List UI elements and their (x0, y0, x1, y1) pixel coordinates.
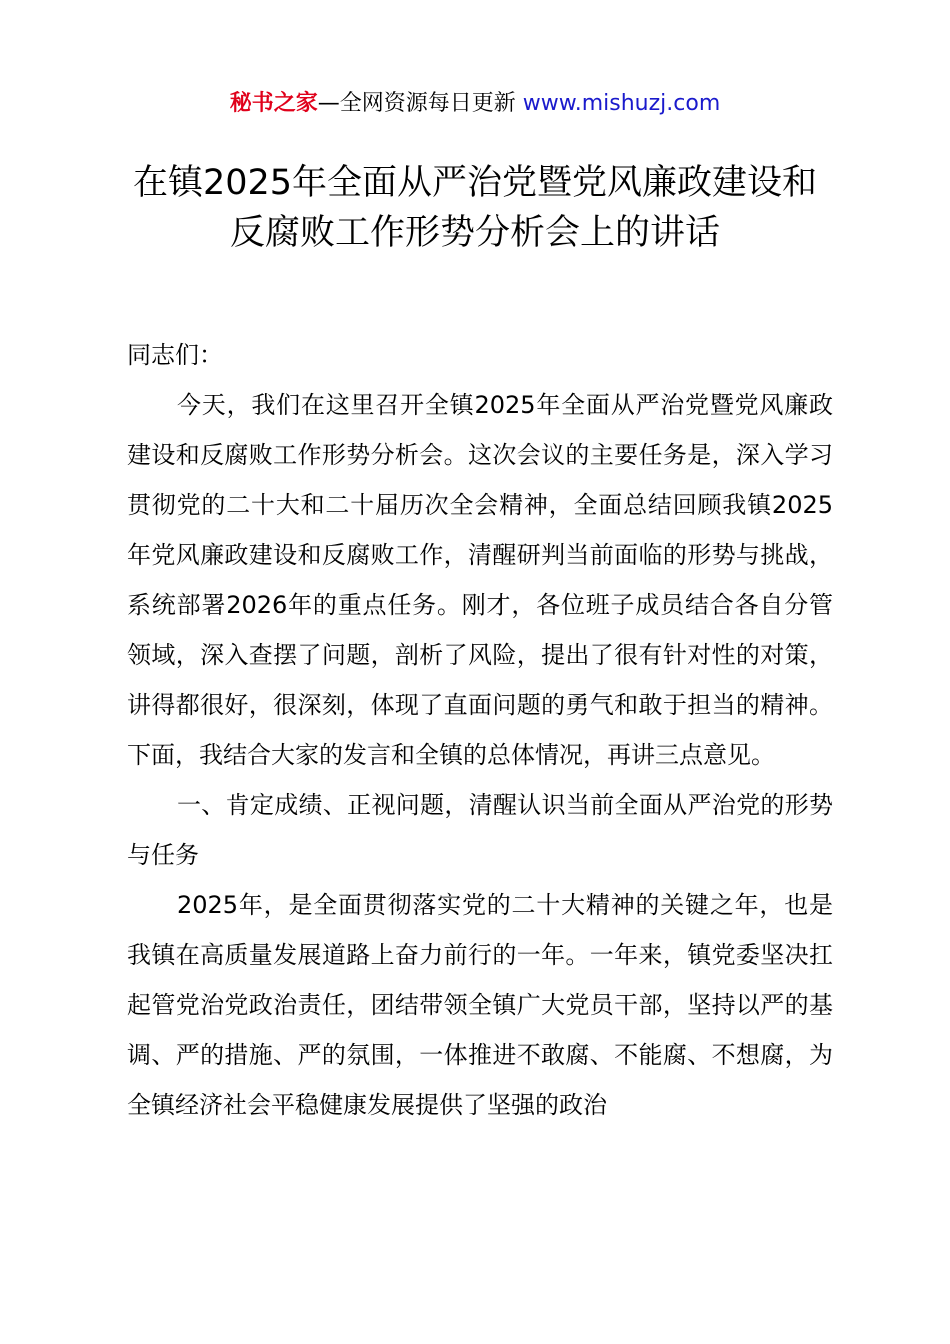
website-link[interactable]: www.mishuzj.com (522, 91, 721, 116)
salutation: 同志们： (127, 341, 223, 369)
brand-name: 秘书之家 (229, 91, 318, 116)
document-title (60, 158, 890, 258)
section-heading-1: 一、肯定成绩、正视问题，清醒认识当前全面从严治党的形势与任务 (127, 791, 833, 869)
paragraph-intro: 今天，我们在这里召开全镇2025年全面从严治党暨党风廉政建设和反腐败工作形势分析会。这次会议的主要任务是，深入学习贯彻党的二十大和二十届历次全会精神，全面总结回顾我镇2025年党风廉政建设和反腐败工作，清醒研判当前面临的形势与挑战，系统部署2026年的重点任务。刚才，各位班子成员结合各自分管领域，深入查摆了问题，剖析了风险，提出了很有针对性的对策，讲得都很好，很深刻，体现了直面问题的勇气和敢于担当的精神。下面，我结合大家的发言和全镇的总体情况，再讲三点意见。 (127, 391, 833, 769)
header-banner (0, 86, 950, 122)
title-line-2: 反腐败工作形势分析会上的讲话 (229, 213, 720, 253)
document-body (127, 330, 833, 1130)
header-tagline: —全网资源每日更新 (317, 91, 523, 116)
title-line-1: 在镇2025年全面从严治党暨党风廉政建设和 (132, 163, 818, 203)
paragraph-section-1: 2025年，是全面贯彻落实党的二十大精神的关键之年，也是我镇在高质量发展道路上奋力前行的一年。一年来，镇党委坚决扛起管党治党政治责任，团结带领全镇广大党员干部，坚持以严的基调、严的措施、严的氛围，一体推进不敢腐、不能腐、不想腐，为全镇经济社会平稳健康发展提供了坚强的政治 (127, 891, 833, 1119)
